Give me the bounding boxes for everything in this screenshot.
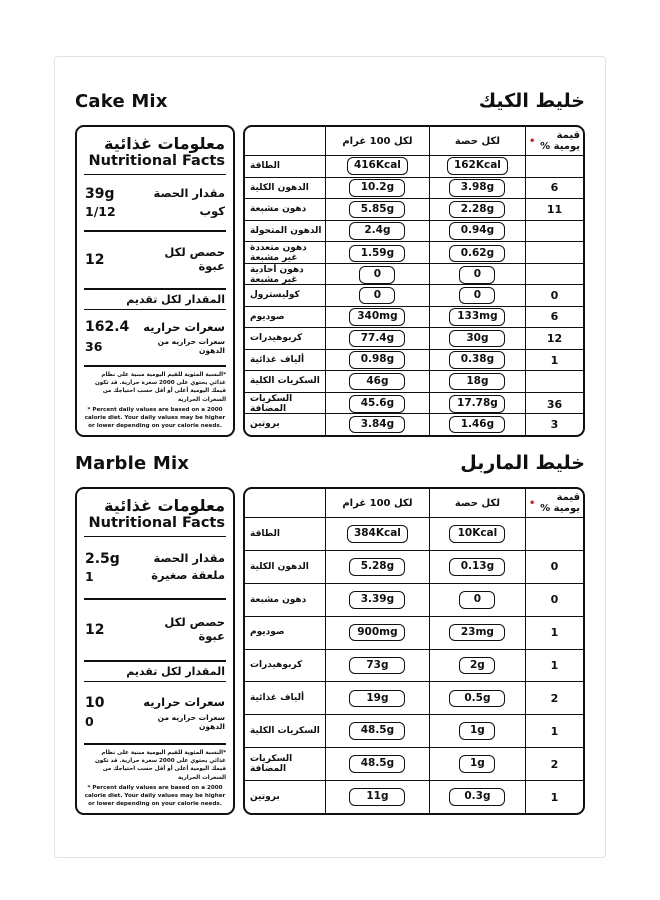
nutrient-row	[245, 780, 583, 813]
calories-from-fat-label: سعرات حراريه من الدهون	[157, 712, 225, 731]
per-serving-value	[429, 781, 525, 813]
serving-unit-value: 1/12	[85, 204, 116, 220]
nutrient-name-label: ألياف غذائية	[250, 354, 305, 365]
nutrient-row	[245, 306, 583, 328]
value-box: 0.98g	[349, 351, 405, 369]
nutrient-row	[245, 284, 583, 306]
header-daily-value: • قيمة يومية %	[525, 489, 583, 517]
nutrient-name-label: كوليسترول	[250, 290, 300, 301]
nutrient-name-label: السكريات الكلية	[250, 376, 320, 387]
nutrient-row	[245, 155, 583, 177]
nutrient-name-label: دهون متعددة غير مشبعة	[250, 243, 307, 264]
daily-value-percent: 2	[525, 748, 583, 780]
section-title-ar: خليط الكيك	[478, 90, 585, 112]
value-box: 3.84g	[349, 416, 405, 434]
calories-from-fat-row	[85, 713, 225, 731]
nutrient-row	[245, 616, 583, 649]
nutrient-name-label: الدهون الكلية	[250, 561, 309, 572]
value-box: 2.28g	[449, 201, 505, 219]
serving-size-row	[85, 186, 225, 202]
nutrient-name-label: السكريات المضافة	[250, 753, 293, 775]
nutrient-name-label: الدهون المتحولة	[250, 225, 322, 236]
daily-value-percent: 1	[525, 650, 583, 682]
serving-size-value: 2.5g	[85, 550, 120, 567]
table-header-row	[245, 127, 583, 155]
daily-value-percent: 6	[525, 307, 583, 328]
nutrient-row	[245, 263, 583, 285]
per-serving-value	[429, 682, 525, 714]
per-100g-value	[325, 156, 429, 177]
nutrient-row	[245, 241, 583, 263]
section-title-en: Marble Mix	[75, 452, 190, 474]
disclaimer-ar: *النسبة المئوية للقيم اليومية مبنية على نظام غذائي يحتوي على 2000 سعرة حرارية. قد تكون قيمك اليومية أعلى أو أقل حسب احتياجك من السعرات الحرارية	[95, 372, 226, 403]
value-box: 0	[459, 266, 495, 284]
value-box: 0.13g	[449, 558, 505, 576]
daily-value-percent	[525, 518, 583, 550]
per-100g-value	[325, 414, 429, 435]
daily-value-percent: 11	[525, 199, 583, 220]
per-serving-value	[429, 156, 525, 177]
per-100g-value	[325, 518, 429, 550]
calories-value: 162.4	[85, 319, 130, 336]
panel-heading-ar: معلومات غذائية	[104, 134, 225, 153]
per-serving-value	[429, 617, 525, 649]
per-serving-value	[429, 199, 525, 220]
value-box: 0.5g	[449, 690, 505, 708]
per-100g-value	[325, 584, 429, 616]
per-serving-value	[429, 307, 525, 328]
disclaimer	[84, 367, 226, 430]
nutrient-name-label: السكريات الكلية	[250, 726, 320, 737]
per-serving-value	[429, 285, 525, 306]
value-box: 10.2g	[349, 179, 405, 197]
panel-heading-en: Nutritional Facts	[88, 515, 225, 532]
nutrient-row	[245, 413, 583, 435]
servings-row	[85, 246, 225, 274]
nutrient-name-label: الدهون الكلية	[250, 182, 309, 193]
header-per-100g: لكل 100 غرام	[325, 127, 429, 155]
per-100g-value	[325, 328, 429, 349]
serving-size-value: 39g	[85, 186, 115, 203]
panel-heading-en: Nutritional Facts	[88, 153, 225, 170]
nutrient-name-label: دهون مشبعة	[250, 594, 307, 605]
nutrition-facts-panel	[75, 125, 235, 437]
value-box: 416Kcal	[347, 157, 408, 175]
nutrient-name-label: الطاقة	[250, 528, 280, 539]
per-serving-value	[429, 715, 525, 747]
daily-value-percent	[525, 221, 583, 242]
nutrient-row	[245, 583, 583, 616]
asterisk-bullet: •	[529, 135, 536, 147]
nutrient-name-label: كربوهيدرات	[250, 333, 303, 344]
value-box: 0	[359, 266, 395, 284]
value-box: 5.28g	[349, 558, 405, 576]
calories-row	[85, 695, 225, 711]
section-title-row	[75, 88, 585, 114]
per-100g-value	[325, 748, 429, 780]
per-serving-value	[429, 518, 525, 550]
calories-label: سعرات حراريه	[143, 319, 225, 334]
serving-unit-label: ملعقة صغيرة	[151, 568, 225, 583]
per-serving-value	[429, 393, 525, 416]
nutrition-table	[243, 487, 585, 815]
per-serving-value	[429, 221, 525, 242]
per-100g-value	[325, 682, 429, 714]
amount-per-serving-label: المقدار لكل تقديم	[126, 665, 225, 679]
value-box: 384Kcal	[347, 525, 408, 543]
daily-value-percent: 0	[525, 551, 583, 583]
daily-value-percent: 1	[525, 350, 583, 371]
daily-value-percent: 0	[525, 584, 583, 616]
per-100g-value	[325, 715, 429, 747]
calories-block	[84, 682, 226, 743]
table-header-row	[245, 489, 583, 517]
value-box: 48.5g	[349, 755, 405, 773]
value-box: 0.62g	[449, 245, 505, 263]
header-empty-cell	[245, 489, 325, 517]
disclaimer-en: * Percent daily values are based on a 2000 calorie diet. Your daily values may be higher or lower depending on your calorie needs.	[84, 406, 226, 429]
value-box: 900mg	[349, 624, 405, 642]
daily-value-percent: 6	[525, 178, 583, 199]
nutrient-row	[245, 649, 583, 682]
daily-value-percent: 0	[525, 285, 583, 306]
per-serving-value	[429, 551, 525, 583]
daily-value-percent: 12	[525, 328, 583, 349]
nutrient-name-label: دهون أحادية غير مشبعة	[250, 264, 304, 285]
panel-heading	[84, 133, 226, 174]
nutrient-name-label: صوديوم	[250, 627, 285, 638]
section-body	[75, 487, 585, 815]
calories-value: 10	[85, 694, 105, 711]
value-box: 46g	[349, 373, 405, 391]
per-100g-value	[325, 242, 429, 265]
nutrient-row	[245, 177, 583, 199]
value-box: 11g	[349, 788, 405, 806]
value-box: 1.59g	[349, 245, 405, 263]
header-per-serving: لكل حصة	[429, 127, 525, 155]
nutrient-name-label: بروتين	[250, 791, 280, 802]
value-box: 5.85g	[349, 201, 405, 219]
nutrient-name-label: دهون مشبعة	[250, 204, 307, 215]
header-empty-cell	[245, 127, 325, 155]
serving-size-row	[85, 551, 225, 567]
per-100g-value	[325, 393, 429, 416]
per-serving-value	[429, 650, 525, 682]
value-box: 0	[459, 591, 495, 609]
value-box: 0	[459, 287, 495, 305]
value-box: 2.4g	[349, 222, 405, 240]
value-box: 133mg	[449, 308, 505, 326]
calories-block	[84, 310, 226, 365]
value-box: 17.78g	[449, 395, 505, 413]
value-box: 0.38g	[449, 351, 505, 369]
header-per-serving: لكل حصة	[429, 489, 525, 517]
per-100g-value	[325, 350, 429, 371]
calories-label: سعرات حراريه	[143, 694, 225, 709]
per-100g-value	[325, 285, 429, 306]
value-box: 0.3g	[449, 788, 505, 806]
per-100g-value	[325, 307, 429, 328]
nutrient-row	[245, 392, 583, 414]
per-100g-value	[325, 617, 429, 649]
value-box: 23mg	[449, 624, 505, 642]
calories-from-fat-value: 36	[85, 338, 103, 354]
page-content	[75, 88, 585, 815]
per-serving-value	[429, 748, 525, 780]
value-box: 18g	[449, 373, 505, 391]
nutrient-row	[245, 220, 583, 242]
value-box: 30g	[449, 330, 505, 348]
panel-heading	[84, 495, 226, 536]
per-100g-value	[325, 650, 429, 682]
section-body	[75, 125, 585, 437]
daily-value-percent	[525, 371, 583, 392]
per-serving-value	[429, 371, 525, 392]
calories-row	[85, 319, 225, 335]
serving-unit-value: 1	[85, 568, 94, 584]
section-title-en: Cake Mix	[75, 90, 168, 112]
nutrient-row	[245, 370, 583, 392]
per-100g-value	[325, 221, 429, 242]
asterisk-bullet: •	[529, 497, 536, 509]
per-100g-value	[325, 551, 429, 583]
value-box: 2g	[459, 657, 495, 675]
nutrient-row	[245, 681, 583, 714]
servings-row	[85, 616, 225, 644]
calories-from-fat-row	[85, 337, 225, 355]
nutrient-name-label: بروتين	[250, 419, 280, 430]
per-serving-value	[429, 178, 525, 199]
per-serving-value	[429, 584, 525, 616]
daily-value-percent: 1	[525, 715, 583, 747]
nutrient-row	[245, 747, 583, 780]
value-box: 0	[359, 287, 395, 305]
per-100g-value	[325, 199, 429, 220]
value-box: 162Kcal	[447, 157, 508, 175]
per-serving-value	[429, 242, 525, 265]
nutrition-table	[243, 125, 585, 437]
panel-heading-ar: معلومات غذائية	[104, 496, 225, 515]
nutrient-row	[245, 517, 583, 550]
value-box: 19g	[349, 690, 405, 708]
daily-value-percent: 36	[525, 393, 583, 416]
daily-value-percent	[525, 156, 583, 177]
nutrient-name-label: كربوهيدرات	[250, 660, 303, 671]
value-box: 3.98g	[449, 179, 505, 197]
value-box: 1.46g	[449, 416, 505, 434]
serving-size-block	[84, 175, 226, 230]
daily-value-percent	[525, 242, 583, 265]
value-box: 73g	[349, 657, 405, 675]
serving-unit-row	[85, 569, 225, 584]
daily-value-percent: 3	[525, 414, 583, 435]
value-box: 340mg	[349, 308, 405, 326]
servings-per-container-block	[84, 600, 226, 661]
nutrient-row	[245, 198, 583, 220]
header-per-100g: لكل 100 غرام	[325, 489, 429, 517]
serving-size-block	[84, 537, 226, 598]
daily-value-percent: 1	[525, 617, 583, 649]
daily-value-percent: 1	[525, 781, 583, 813]
value-box: 0.94g	[449, 222, 505, 240]
value-box: 3.39g	[349, 591, 405, 609]
per-serving-value	[429, 414, 525, 435]
nutrient-row	[245, 714, 583, 747]
nutrient-row	[245, 550, 583, 583]
value-box: 1g	[459, 722, 495, 740]
disclaimer-en: * Percent daily values are based on a 2000 calorie diet. Your daily values may be higher or lower depending on your calorie needs.	[84, 784, 226, 807]
per-100g-value	[325, 178, 429, 199]
servings-value: 12	[85, 252, 105, 268]
value-box: 45.6g	[349, 395, 405, 413]
nutrient-name-label: الطاقة	[250, 161, 280, 172]
value-box: 77.4g	[349, 330, 405, 348]
daily-value-percent: 2	[525, 682, 583, 714]
servings-label: حصص لكل عبوة	[164, 615, 225, 643]
value-box: 1g	[459, 755, 495, 773]
disclaimer-ar: *النسبة المئوية للقيم اليومية مبنية على نظام غذائي يحتوي على 2000 سعرة حرارية. قد تكون قيمك اليومية أعلى أو أقل حسب احتياجك من السعرات الحرارية	[95, 750, 226, 781]
daily-value-percent	[525, 264, 583, 287]
per-serving-value	[429, 350, 525, 371]
servings-per-container-block	[84, 232, 226, 287]
per-100g-value	[325, 264, 429, 287]
nutrient-row	[245, 349, 583, 371]
per-100g-value	[325, 371, 429, 392]
nutrient-name-label: صوديوم	[250, 311, 285, 322]
serving-size-label: مقدار الحصة	[153, 186, 225, 201]
disclaimer	[84, 745, 226, 808]
calories-from-fat-value: 0	[85, 714, 94, 730]
serving-unit-label: كوب	[199, 203, 225, 218]
calories-from-fat-label: سعرات حراريه من الدهون	[157, 337, 225, 356]
section-title-ar: خليط الماربل	[460, 452, 585, 474]
nutrition-facts-panel	[75, 487, 235, 815]
per-serving-value	[429, 264, 525, 287]
value-box: 10Kcal	[449, 525, 505, 543]
nutrient-name-label: ألياف غذائية	[250, 693, 305, 704]
header-daily-value: • قيمة يومية %	[525, 127, 583, 155]
per-100g-value	[325, 781, 429, 813]
servings-value: 12	[85, 622, 105, 638]
amount-per-serving-label: المقدار لكل تقديم	[126, 292, 225, 306]
section-title-row	[75, 450, 585, 476]
value-box: 48.5g	[349, 722, 405, 740]
nutrient-row	[245, 327, 583, 349]
per-serving-value	[429, 328, 525, 349]
section-marble-mix	[75, 450, 585, 815]
serving-unit-row	[85, 204, 225, 219]
serving-size-label: مقدار الحصة	[153, 550, 225, 565]
servings-label: حصص لكل عبوة	[164, 245, 225, 273]
section-cake-mix	[75, 88, 585, 437]
nutrient-name-label: السكريات المضافة	[250, 393, 293, 415]
